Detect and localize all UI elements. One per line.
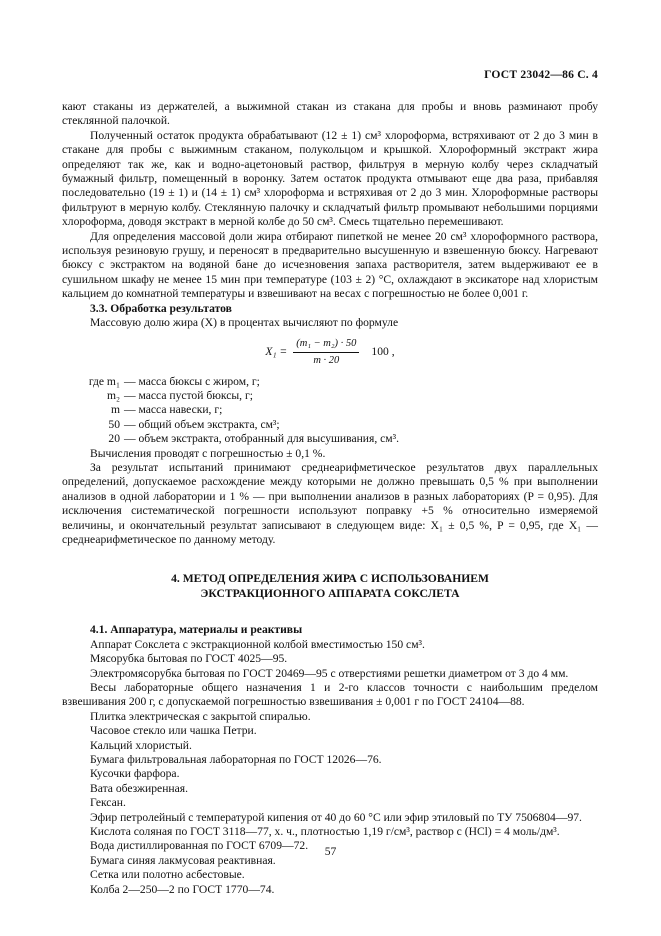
definition-text: — масса навески, г; xyxy=(124,403,223,417)
paragraph-precision: Вычисления проводят с погрешностью ± 0,1 %. xyxy=(90,446,326,460)
definition-row xyxy=(62,389,598,403)
formula-multiplier: 100 , xyxy=(371,345,395,359)
paragraph-result: За результат испытаний принимают среднеарифметическое результатов двух параллельных определений, допускаемое расхождение между которыми не должно превышать 0,5 % при выполнении анализов в одной лаборатории и 1 % — при выполнении анализов в разных лабораториях (P = 0,95). Для исключения систематической погрешности используют поправку +5 % относительно измеряемой величины, и окончательный результат записывают в следующем виде: X₁ ± 0,5 %, P = 0,95, где X₁ — среднеарифметическое по данному методу. xyxy=(62,460,598,546)
running-header: ГОСТ 23042—86 С. 4 xyxy=(484,68,598,81)
list-item: Сетка или полотно асбестовые. xyxy=(90,868,245,882)
paragraph-continuation: кают стаканы из держателей, а выжимной стакан из стакана для пробы и вновь разминают пробу стеклянной палочкой. xyxy=(62,100,598,128)
definition-text: — масса пустой бюксы, г; xyxy=(124,388,253,402)
list-item: Гексан. xyxy=(90,796,126,810)
formula-numerator: (m₁ − m₂) · 50 xyxy=(293,337,359,353)
subsection-heading-4-1: 4.1. Аппаратура, материалы и реактивы xyxy=(90,623,303,637)
page-number: 57 xyxy=(324,845,337,858)
definition-symbol: m₂ xyxy=(106,388,120,402)
list-item: Бумага синяя лакмусовая реактивная. xyxy=(90,853,276,867)
list-item: Вода дистиллированная по ГОСТ 6709—72. xyxy=(90,839,309,853)
formula-fraction xyxy=(293,337,359,369)
definition-row xyxy=(62,403,598,417)
list-item: Эфир петролейный с температурой кипения от 40 до 60 °С или эфир этиловый по ТУ 7506804—97. xyxy=(90,810,582,824)
definition-symbol: 20 xyxy=(108,432,120,446)
section-title-line: 4. МЕТОД ОПРЕДЕЛЕНИЯ ЖИРА С ИСПОЛЬЗОВАНИЕМ xyxy=(171,572,489,586)
section-4-title xyxy=(62,571,598,601)
paragraph-chloroform-treatment: Полученный остаток продукта обрабатывают (12 ± 1) см³ хлороформа, встряхивают от 2 до 3 мин в стакане для пробы с выжимным стаканом, полукольцом и крышкой. Хлороформный экстракт жира определяют так же, как и водно-ацетоновый раствор, фильтруя в мерную колбу через складчатый бумажный фильтр, помещенный в воронку. Затем остаток продукта отмывают еще два раза, прибавляя последовательно (19 ± 1) и (14 ± 1) см³ хлороформа и встряхивая от 2 до 3 мин. Хлороформные растворы фильтруют в мерную колбу. Стеклянную палочку и складчатый фильтр промывают небольшими порциями хлороформа, доводя экстракт в мерной колбе до 50 см³. Смесь тщательно перемешивают. xyxy=(62,128,598,229)
list-item: Весы лабораторные общего назначения 1 и 2-го классов точности с наибольшим пределом взвешивания 200 г, с допускаемой погрешностью взвешивания ± 0,001 г по ГОСТ 24104—88. xyxy=(62,681,598,709)
definition-text: — общий объем экстракта, см³; xyxy=(124,417,280,431)
list-item: Кальций хлористый. xyxy=(90,738,192,752)
list-item: Аппарат Сокслета с экстракционной колбой вместимостью 150 см³. xyxy=(90,637,425,651)
definition-symbol: 50 xyxy=(108,417,120,431)
definition-row xyxy=(62,375,598,389)
definition-row xyxy=(62,432,598,446)
formula xyxy=(62,333,598,373)
definition-symbol: m xyxy=(110,403,120,417)
paragraph-formula-intro: Массовую долю жира (X) в процентах вычисляют по формуле xyxy=(90,316,399,330)
list-item: Плитка электрическая с закрытой спиралью. xyxy=(90,709,311,723)
section-title-line: ЭКСТРАКЦИОННОГО АППАРАТА СОКСЛЕТА xyxy=(200,587,460,601)
list-item: Бумага фильтровальная лабораторная по ГОСТ 12026—76. xyxy=(90,753,382,767)
list-item: Часовое стекло или чашка Петри. xyxy=(90,724,257,738)
list-item: Кислота соляная по ГОСТ 3118—77, х. ч., плотностью 1,19 г/см³, раствор c (HCl) = 4 моль/дм³. xyxy=(90,825,560,839)
list-item: Вата обезжиренная. xyxy=(90,781,188,795)
subsection-heading-3-3: 3.3. Обработка результатов xyxy=(90,301,232,315)
list-item: Электромясорубка бытовая по ГОСТ 20469—95 с отверстиями решетки диаметром от 3 до 4 мм. xyxy=(90,666,569,680)
formula-lhs: X₁ = xyxy=(265,345,288,359)
paragraph-fat-determination: Для определения массовой доли жира отбирают пипеткой не менее 20 см³ хлороформного раствора, используя резиновую грушу, и переносят в предварительно высушенную и взвешенную бюксу. Нагревают бюксу с экстрактом на водяной бане до исчезновения запаха растворителя, затем выдерживают ее в сушильном шкафу не менее 15 мин при температуре (103 ± 2) °С, охлаждают в эксикаторе над хлористым кальцием до комнатной температуры и взвешивают на весах с погрешностью не более 0,001 г. xyxy=(62,229,598,301)
definition-text: — масса бюксы с жиром, г; xyxy=(124,374,260,388)
list-item: Колба 2—250—2 по ГОСТ 1770—74. xyxy=(90,882,275,896)
definition-symbol: где m₁ xyxy=(88,374,120,388)
list-item: Мясорубка бытовая по ГОСТ 4025—95. xyxy=(90,652,288,666)
formula-definitions xyxy=(62,375,598,447)
list-item: Кусочки фарфора. xyxy=(90,767,180,781)
definition-row xyxy=(62,418,598,432)
page-body xyxy=(62,100,598,897)
definition-text: — объем экстракта, отобранный для высушивания, см³. xyxy=(124,432,399,446)
formula-denominator: m · 20 xyxy=(313,355,340,366)
